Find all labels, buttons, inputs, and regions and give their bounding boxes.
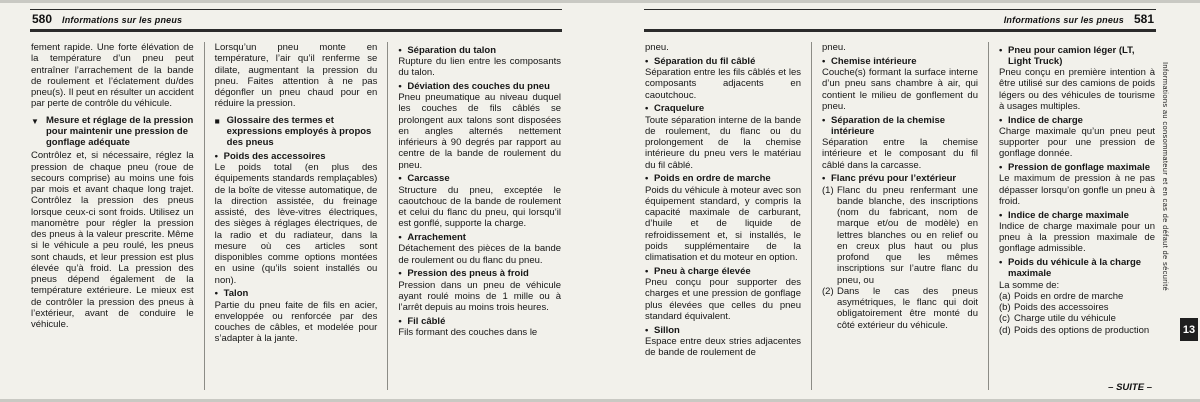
- section-heading: [999, 162, 1155, 173]
- list-marker: •: [214, 288, 218, 300]
- list-item: [999, 325, 1155, 336]
- block-text: Pneu pour camion léger (LT, Light Truck): [1008, 44, 1135, 67]
- block-text: Indice de charge: [1008, 114, 1083, 126]
- list-marker: ■: [214, 115, 220, 126]
- paragraph: fement rapide. Une forte élévation de la température d’un pneu peut entraîner l’arrachement de la bande de roulement et l’éclatement du/des pneu(s). Il peut en résulter un accident par perte de contrôle du véhicule.: [31, 42, 194, 110]
- paragraph: Contrôlez et, si nécessaire, réglez la pression de chaque pneu (roue de secours comprise) au moins une fois par mois et avant chaque long trajet. Contrôlez la pression des pneus lorsque ceux-ci sont froids. Utilisez un manomètre pour régler la pression des pneus à la valeur prescrite. Même si le véhicule a peu roulé, les pneus sont chauds, et leur pression est plus élevée qu’à froid. La pression des pneus dépend également de la température extérieure. Le mieux est de contrôler la pression des pneus à l’extérieur, avant de conduire le véhicule.: [31, 150, 194, 330]
- block-text: Déviation des couches du pneu: [407, 80, 550, 92]
- block-text: Flanc du pneu renfermant une bande blanche, des inscriptions (nom du fabricant, nom de marque et/ou de modèle) en lettres blanches ou en relief ou en creux plus haut ou plus profond que les mêmes inscriptions sur l’autre flanc du pneu, ou: [837, 184, 978, 286]
- list-marker: •: [645, 55, 649, 67]
- paragraph: Séparation entre la chemise intérieure et le composant du fil câblé dans la carcasse.: [822, 137, 978, 171]
- block-text: Séparation du fil câblé: [654, 55, 756, 67]
- block-text: Indice de charge maximale: [1008, 209, 1129, 221]
- list-marker: ▼: [31, 116, 39, 126]
- block-text: Pression de gonflage maximale: [1008, 162, 1151, 173]
- paragraph: pneu.: [645, 42, 669, 53]
- list-marker: •: [398, 315, 402, 327]
- list-item: [822, 185, 978, 286]
- section-heading: [822, 115, 978, 138]
- block-text: Poids en ordre de marche: [654, 173, 771, 185]
- scan-edge-top: [0, 0, 1200, 3]
- block-text: Talon: [223, 288, 249, 300]
- page-header-left: [30, 9, 562, 32]
- section-heading: [822, 173, 978, 184]
- list-marker: •: [999, 209, 1003, 221]
- section-heading: [398, 81, 561, 92]
- paragraph: Couche(s) formant la surface interne d’un pneu sans chambre à air, qui contient le milieu de gonflement du pneu.: [822, 67, 978, 112]
- section-heading: [31, 115, 194, 149]
- block-text: Pneu à charge élevée: [654, 265, 751, 277]
- chapter-number-badge: 13: [1180, 318, 1198, 341]
- section-heading: [822, 56, 978, 67]
- list-marker: •: [999, 257, 1003, 268]
- section-heading: [645, 266, 801, 277]
- paragraph: pneu.: [822, 42, 846, 53]
- list-marker: •: [822, 55, 826, 67]
- paragraph: Pression dans un pneu de véhicule ayant roulé moins de 1 mille ou à l’arrêt depuis au moins trois heures.: [398, 279, 562, 313]
- paragraph: Le poids total (en plus des équipements standards remplaçables) de la boîte de vitesse automatique, de la direction assistée, du freinage assisté, des lève-vitres électriques, des sièges à réglages électriques, de la radio et du radiateur, dans la mesure où ces articles sont disponibles comme options montées en usine (qu’ils soient installés ou non).: [214, 162, 378, 286]
- section-heading: [398, 173, 561, 184]
- section-heading: [215, 151, 378, 162]
- block-text: Flanc prévu pour l’extérieur: [831, 173, 957, 185]
- section-heading: [999, 210, 1155, 221]
- list-marker: •: [398, 80, 402, 92]
- list-item: [822, 286, 978, 331]
- section-heading: [999, 257, 1155, 280]
- section-heading: [645, 325, 801, 336]
- block-text: Mesure et réglage de la pression pour maintenir une pression de gonflage adéquate: [46, 114, 194, 148]
- paragraph: Indice de charge maximale pour un pneu à la pression maximale de gonflage admissible.: [999, 220, 1155, 255]
- paragraph: La somme de:: [999, 279, 1060, 291]
- page-581: [644, 9, 1156, 395]
- list-marker: (2): [822, 285, 834, 297]
- list-marker: •: [999, 44, 1003, 56]
- block-text: Poids des accessoires: [1014, 302, 1109, 313]
- page-header-right: [644, 9, 1156, 32]
- page-title-left: Informations sur les pneus: [62, 15, 183, 25]
- paragraph: Fils formant des couches dans le: [398, 327, 538, 338]
- block-text: Carcasse: [407, 173, 450, 185]
- list-marker: •: [645, 265, 649, 277]
- list-item: [999, 302, 1155, 313]
- block-text: Poids des accessoires: [223, 150, 326, 162]
- list-marker: •: [398, 44, 402, 56]
- paragraph: Structure du pneu, exceptée le caoutchouc de la bande de roulement et celui du flanc du pneu, qui lorsqu’il est gonflé, supporte la charge.: [398, 184, 562, 230]
- block-text: Poids des options de production: [1014, 324, 1150, 336]
- paragraph: Détachement des pièces de la bande de roulement ou du flanc du pneu.: [398, 243, 562, 266]
- list-marker: •: [645, 103, 649, 115]
- text-column: [30, 42, 204, 390]
- list-marker: •: [645, 324, 649, 336]
- page-title-right: Informations sur les pneus: [1003, 15, 1124, 25]
- paragraph: Partie du pneu faite de fils en acier, enveloppée ou renforcée par des couches de câbles, et modelée pour s’adapter à la jante.: [214, 299, 378, 345]
- block-text: Glossaire des termes et expressions employés à propos des pneus: [226, 114, 372, 148]
- block-text: Craquelure: [654, 103, 705, 115]
- block-text: Arrachement: [407, 232, 466, 243]
- text-column: [387, 42, 562, 390]
- paragraph: Le maximum de pression à ne pas dépasser lorsqu’on gonfle un pneu à froid.: [999, 173, 1155, 207]
- list-item: [999, 291, 1155, 302]
- block-text: Chemise intérieure: [831, 55, 917, 67]
- page-580: [30, 9, 562, 395]
- text-column: [811, 42, 988, 390]
- block-text: Sillon: [654, 324, 680, 336]
- paragraph: Espace entre deux stries adjacentes de bande de roulement de: [645, 335, 801, 358]
- block-text: Poids du véhicule à la charge maximale: [1008, 257, 1142, 280]
- list-marker: •: [398, 232, 402, 243]
- list-marker: •: [822, 173, 826, 185]
- text-column: [644, 42, 811, 390]
- paragraph: Rupture du lien entre les composants du talon.: [398, 55, 562, 78]
- list-marker: •: [214, 150, 218, 162]
- section-heading: [398, 316, 561, 327]
- paragraph: Toute séparation interne de la bande de roulement, du flanc ou du prolongement de la chemise intérieure du pneu vers le matériau du fil câblé.: [645, 114, 801, 171]
- list-marker: (b): [999, 302, 1011, 313]
- section-heading: [999, 45, 1155, 68]
- text-column: [988, 42, 1156, 390]
- section-heading: [645, 173, 801, 184]
- section-heading: [398, 232, 561, 243]
- section-heading: [215, 115, 378, 149]
- text-column: [204, 42, 388, 390]
- section-heading: [398, 45, 561, 56]
- list-marker: •: [999, 114, 1003, 126]
- section-heading: [398, 268, 561, 279]
- block-text: Pression des pneus à froid: [407, 268, 529, 280]
- paragraph: Pneu conçu en première intention à être utilisé sur des camions de poids légers ou des véhicules de tourisme à usages multiples.: [999, 67, 1155, 112]
- list-marker: •: [645, 173, 649, 185]
- list-marker: •: [398, 173, 402, 185]
- list-marker: •: [398, 268, 402, 280]
- page-number-left: 580: [32, 12, 53, 26]
- list-marker: (a): [999, 290, 1011, 302]
- paragraph: Poids du véhicule à moteur avec son équipement standard, y compris la capacité maximale de carburant, d’huile et de liquide de refroidissement et, si installés, le poids supplémentaire de la climatisation et du moteur en option.: [645, 184, 801, 263]
- paragraph: Charge maximale qu’un pneu peut supporter pour une pression de gonflage donnée.: [999, 125, 1155, 160]
- section-heading: [645, 103, 801, 114]
- paragraph: Lorsqu’un pneu monte en température, l’air qu’il renferme se dilate, augmentant la pression du pneu. Faites attention à ne pas dégonfler un pneu chaud pour en réduire la pression.: [214, 42, 378, 110]
- block-text: Séparation du talon: [407, 44, 497, 56]
- list-marker: •: [822, 114, 826, 126]
- chapter-tab-label: Informations au consommateur et en cas de défaut de sécurité: [1161, 62, 1170, 292]
- block-text: Poids en ordre de marche: [1014, 290, 1124, 302]
- text-columns-right: [644, 42, 1156, 390]
- paragraph: Séparation entre les fils câblés et les composants adjacents en caoutchouc.: [645, 67, 801, 101]
- block-text: Charge utile du véhicule: [1014, 313, 1116, 325]
- list-marker: (d): [999, 324, 1011, 336]
- paragraph: Pneu pneumatique au niveau duquel les couches de fils câblés se prolongent aux talons sont disposées en angles alternés nettement inférieurs à 90 degrés par rapport au centre de la bande de roulement du pneu.: [398, 92, 562, 171]
- list-item: [999, 313, 1155, 324]
- list-marker: (1): [822, 184, 834, 196]
- section-heading: [999, 115, 1155, 126]
- paragraph: Pneu conçu pour supporter des charges et une pression de gonflage plus élevées que celles du pneu standard équivalent.: [645, 277, 801, 322]
- list-marker: •: [999, 162, 1003, 173]
- block-text: Dans le cas des pneus asymétriques, le flanc qui doit obligatoirement être monté du côté extérieur du véhicule.: [837, 285, 978, 331]
- continuation-marker: – SUITE –: [1108, 382, 1152, 393]
- block-text: Séparation de la chemise intérieure: [831, 114, 946, 137]
- section-heading: [645, 56, 801, 67]
- text-columns-left: [30, 42, 562, 390]
- list-marker: (c): [999, 313, 1011, 325]
- block-text: Fil câblé: [407, 315, 446, 327]
- section-heading: [215, 288, 378, 299]
- page-number-right: 581: [1133, 12, 1154, 26]
